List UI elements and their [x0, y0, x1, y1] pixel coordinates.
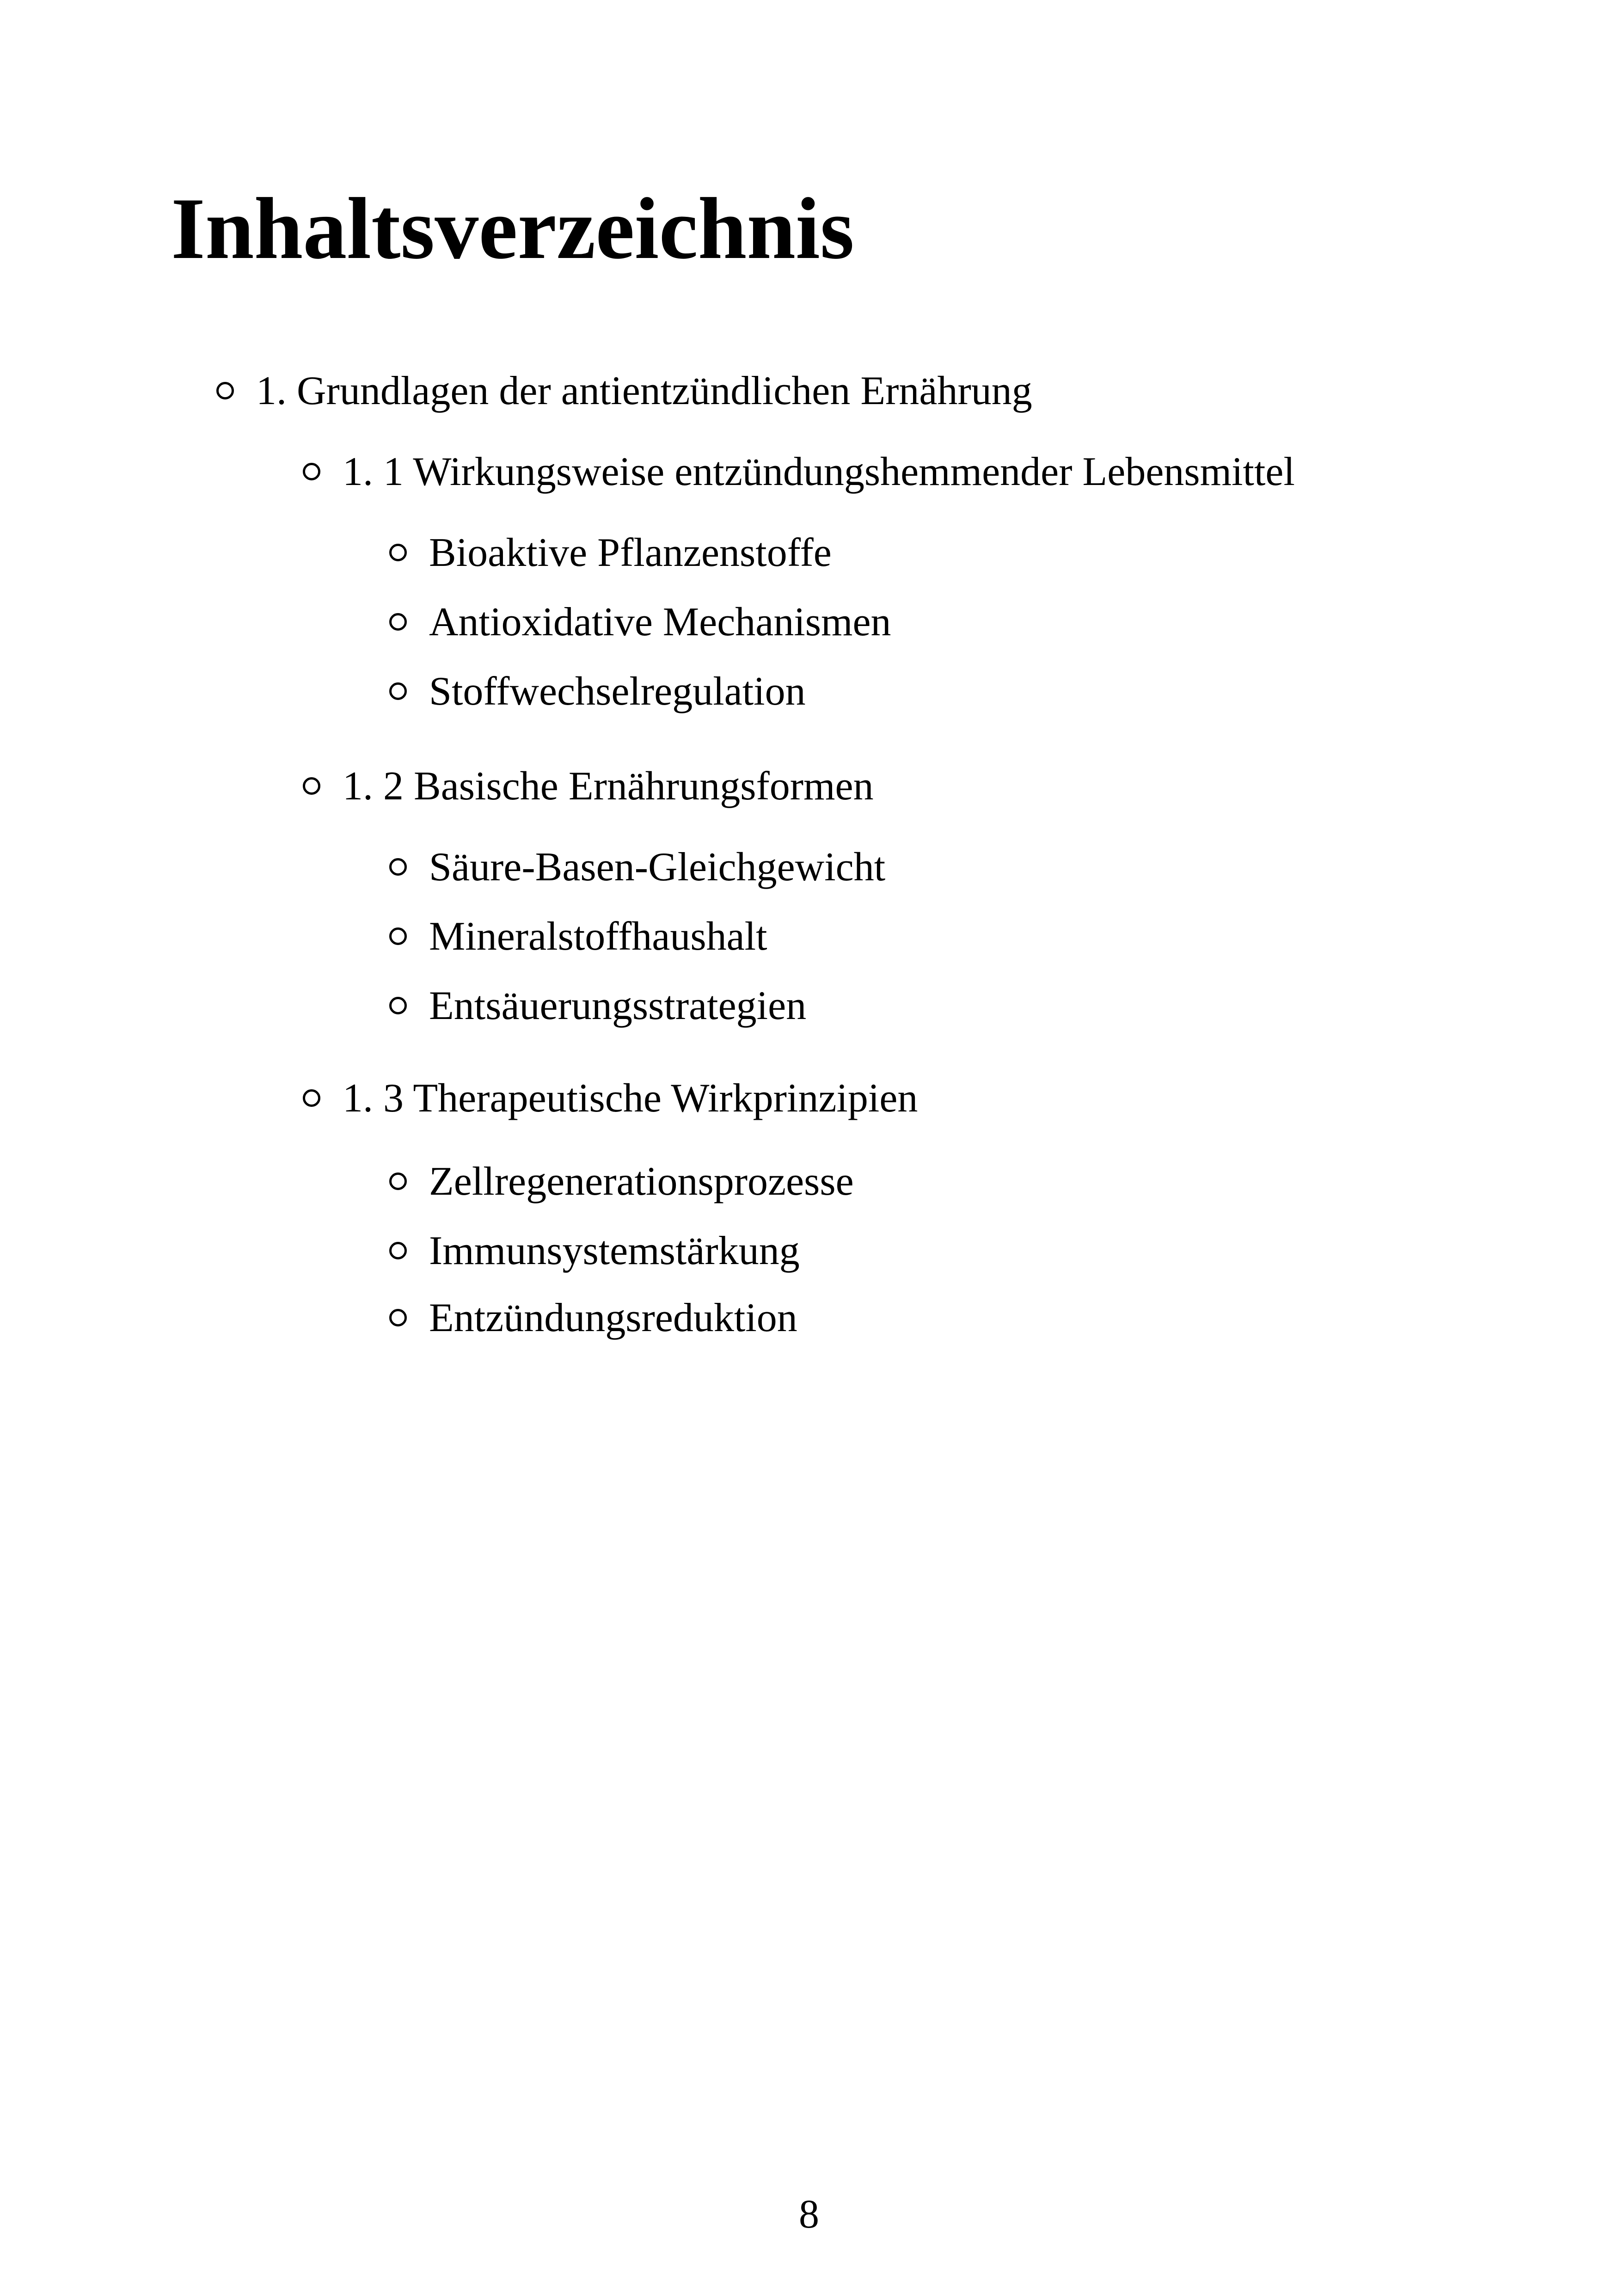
- circle-bullet-icon: [303, 1089, 320, 1107]
- toc-chapter-label: 1. Grundlagen der antientzündlichen Ernährung: [256, 368, 1032, 413]
- circle-bullet-icon: [303, 463, 320, 480]
- toc-item-label: Entzündungsreduktion: [429, 1295, 797, 1340]
- page-title: Inhaltsverzeichnis: [171, 180, 854, 277]
- toc-item: [389, 661, 806, 721]
- circle-bullet-icon: [389, 1242, 407, 1259]
- toc-item-label: Entsäuerungsstrategien: [429, 983, 807, 1028]
- toc-item: [389, 592, 891, 652]
- toc-item: [389, 1288, 797, 1348]
- toc-section-1-2: [303, 756, 874, 816]
- toc-section-1-1: [303, 442, 1295, 502]
- toc-section-label: 1. 2 Basische Ernährungsformen: [343, 763, 874, 809]
- toc-item-label: Zellregenerationsprozesse: [429, 1159, 854, 1204]
- circle-bullet-icon: [389, 544, 407, 561]
- toc-item: [389, 837, 885, 897]
- toc-section-label: 1. 3 Therapeutische Wirkprinzipien: [343, 1075, 918, 1121]
- toc-item-label: Bioaktive Pflanzenstoffe: [429, 530, 832, 575]
- toc-item: [389, 522, 832, 583]
- toc-chapter-1: [216, 361, 1032, 421]
- toc-item-label: Antioxidative Mechanismen: [429, 599, 891, 645]
- toc-item-label: Mineralstoffhaushalt: [429, 914, 767, 959]
- circle-bullet-icon: [303, 777, 320, 795]
- toc-item: [389, 1221, 800, 1281]
- page-number: 8: [799, 2192, 819, 2237]
- toc-item-label: Säure-Basen-Gleichgewicht: [429, 844, 886, 890]
- toc-item-label: Stoffwechselregulation: [429, 669, 806, 714]
- circle-bullet-icon: [389, 1309, 407, 1326]
- toc-section-label: 1. 1 Wirkungsweise entzündungshemmender Lebensmittel: [343, 449, 1295, 494]
- circle-bullet-icon: [389, 997, 407, 1014]
- circle-bullet-icon: [389, 927, 407, 945]
- circle-bullet-icon: [389, 1173, 407, 1190]
- circle-bullet-icon: [216, 382, 234, 399]
- circle-bullet-icon: [389, 682, 407, 700]
- toc-section-1-3: [303, 1068, 918, 1128]
- toc-item-label: Immunsystemstärkung: [429, 1228, 800, 1273]
- circle-bullet-icon: [389, 613, 407, 631]
- toc-item: [389, 1151, 854, 1211]
- toc-item: [389, 906, 767, 966]
- circle-bullet-icon: [389, 858, 407, 876]
- toc-item: [389, 976, 806, 1036]
